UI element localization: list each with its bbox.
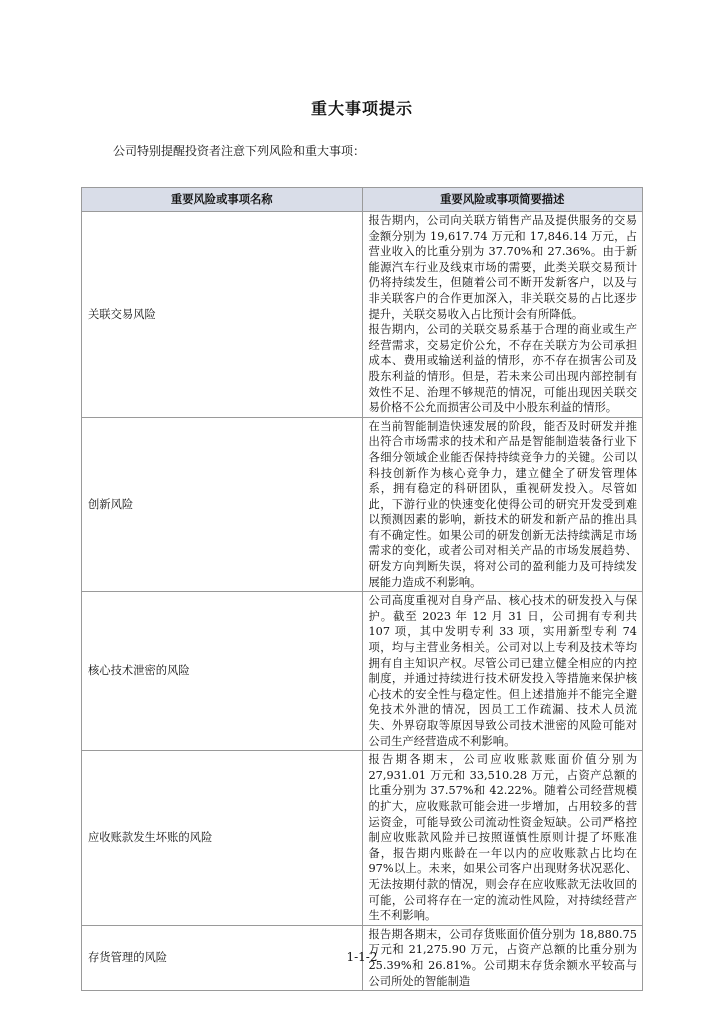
risk-paragraph: 报告期各期末，公司应收账款账面价值分别为 27,931.01 万元和 33,510.28 万元，占资产总额的比重分别为 37.57%和 42.22%。随着公司经营规模的扩大，应收账款可能会进一步增加，占用较多的营运资金，可能导致公司流动性资金短缺。公司严格控制应收账款风险并已按照谨慎性原则计提了坏账准备，报告期内账龄在一年以内的应收账款占比均在 97%以上。未来，如果公司客户出现财务状况恶化、无法按期付款的情况，则会存在应收账款无法收回的可能，公司将存在一定的流动性风险，对持续经营产生不利影响。 bbox=[368, 753, 637, 923]
table-header-row bbox=[82, 188, 643, 212]
table-row bbox=[82, 751, 643, 926]
risk-description bbox=[362, 592, 643, 751]
risk-paragraph: 报告期各期末，公司存货账面价值分别为 18,880.75 万元和 21,275.90 万元，占资产总额的比重分别为 25.39%和 26.81%。公司期末存货余额水平较高与公司所处的智能制造 bbox=[368, 927, 637, 988]
risk-name: 应收账款发生坏账的风险 bbox=[82, 751, 363, 926]
page-title: 重大事项提示 bbox=[310, 99, 413, 118]
risk-name: 存货管理的风险 bbox=[82, 925, 363, 990]
risk-name: 创新风险 bbox=[82, 417, 363, 592]
page-number: 1-1-2 bbox=[346, 950, 378, 964]
risk-paragraph: 在当前智能制造快速发展的阶段，能否及时研发并推出符合市场需求的技术和产品是智能制造装备行业下各细分领域企业能否保持持续竞争力的关键。公司以科技创新作为核心竞争力，建立健全了研发管理体系，拥有稳定的科研团队，重视研发投入。尽管如此，下游行业的快速变化使得公司的研究开发受到难以预测因素的影响，新技术的研发和新产品的推出具有不确定性。如果公司的研发创新无法持续满足市场需求的变化，或者公司对相关产品的市场发展趋势、研发方向判断失误，将对公司的盈利能力及可持续发展能力造成不利影响。 bbox=[368, 419, 637, 589]
risk-paragraph: 报告期内，公司向关联方销售产品及提供服务的交易金额分别为 19,617.74 万元和 17,846.14 万元，占营业收入的比重分别为 37.70%和 27.36%。由于新能源汽车行业及线束市场的需要，此类关联交易预计仍将持续发生，但随着公司不断开发新客户，以及与非关联客户的合作更加深入，非关联交易的占比逐步提升，关联交易收入占比预计会有所降低。 bbox=[368, 214, 637, 321]
table-row bbox=[82, 417, 643, 592]
header-risk-description: 重要风险或事项简要描述 bbox=[362, 188, 643, 212]
table-row bbox=[82, 212, 643, 418]
risk-name: 核心技术泄密的风险 bbox=[82, 592, 363, 751]
risk-name: 关联交易风险 bbox=[82, 212, 363, 418]
intro-text: 公司特别提醒投资者注意下列风险和重大事项： bbox=[113, 144, 366, 158]
risk-paragraph: 报告期内，公司的关联交易系基于合理的商业或生产经营需求，交易定价公允，不存在关联方为公司承担成本、费用或输送利益的情形，亦不存在损害公司及股东利益的情形。但是，若未来公司出现内部控制有效性不足、治理不够规范的情况，可能出现因关联交易价格不公允而损害公司及中小股东利益的情形。 bbox=[368, 323, 637, 415]
risk-description bbox=[362, 417, 643, 592]
table-row bbox=[82, 592, 643, 751]
risk-paragraph: 公司高度重视对自身产品、核心技术的研发投入与保护。截至 2023 年 12 月 31 日，公司拥有专利共 107 项，其中发明专利 33 项，实用新型专利 74 项，均与主营业务相关。公司对以上专利及技术等均拥有自主知识产权。尽管公司已建立健全相应的内控制度，并通过持续进行技术研发投入等措施来保护核心技术的安全性与稳定性。但上述措施并不能完全避免技术外泄的情况，因员工工作疏漏、技术人员流失、外界窃取等原因导致公司技术泄密的风险可能对公司生产经营造成不利影响。 bbox=[368, 594, 637, 748]
risk-description bbox=[362, 751, 643, 926]
risk-table bbox=[81, 187, 643, 991]
header-risk-name: 重要风险或事项名称 bbox=[82, 188, 363, 212]
risk-description bbox=[362, 212, 643, 418]
